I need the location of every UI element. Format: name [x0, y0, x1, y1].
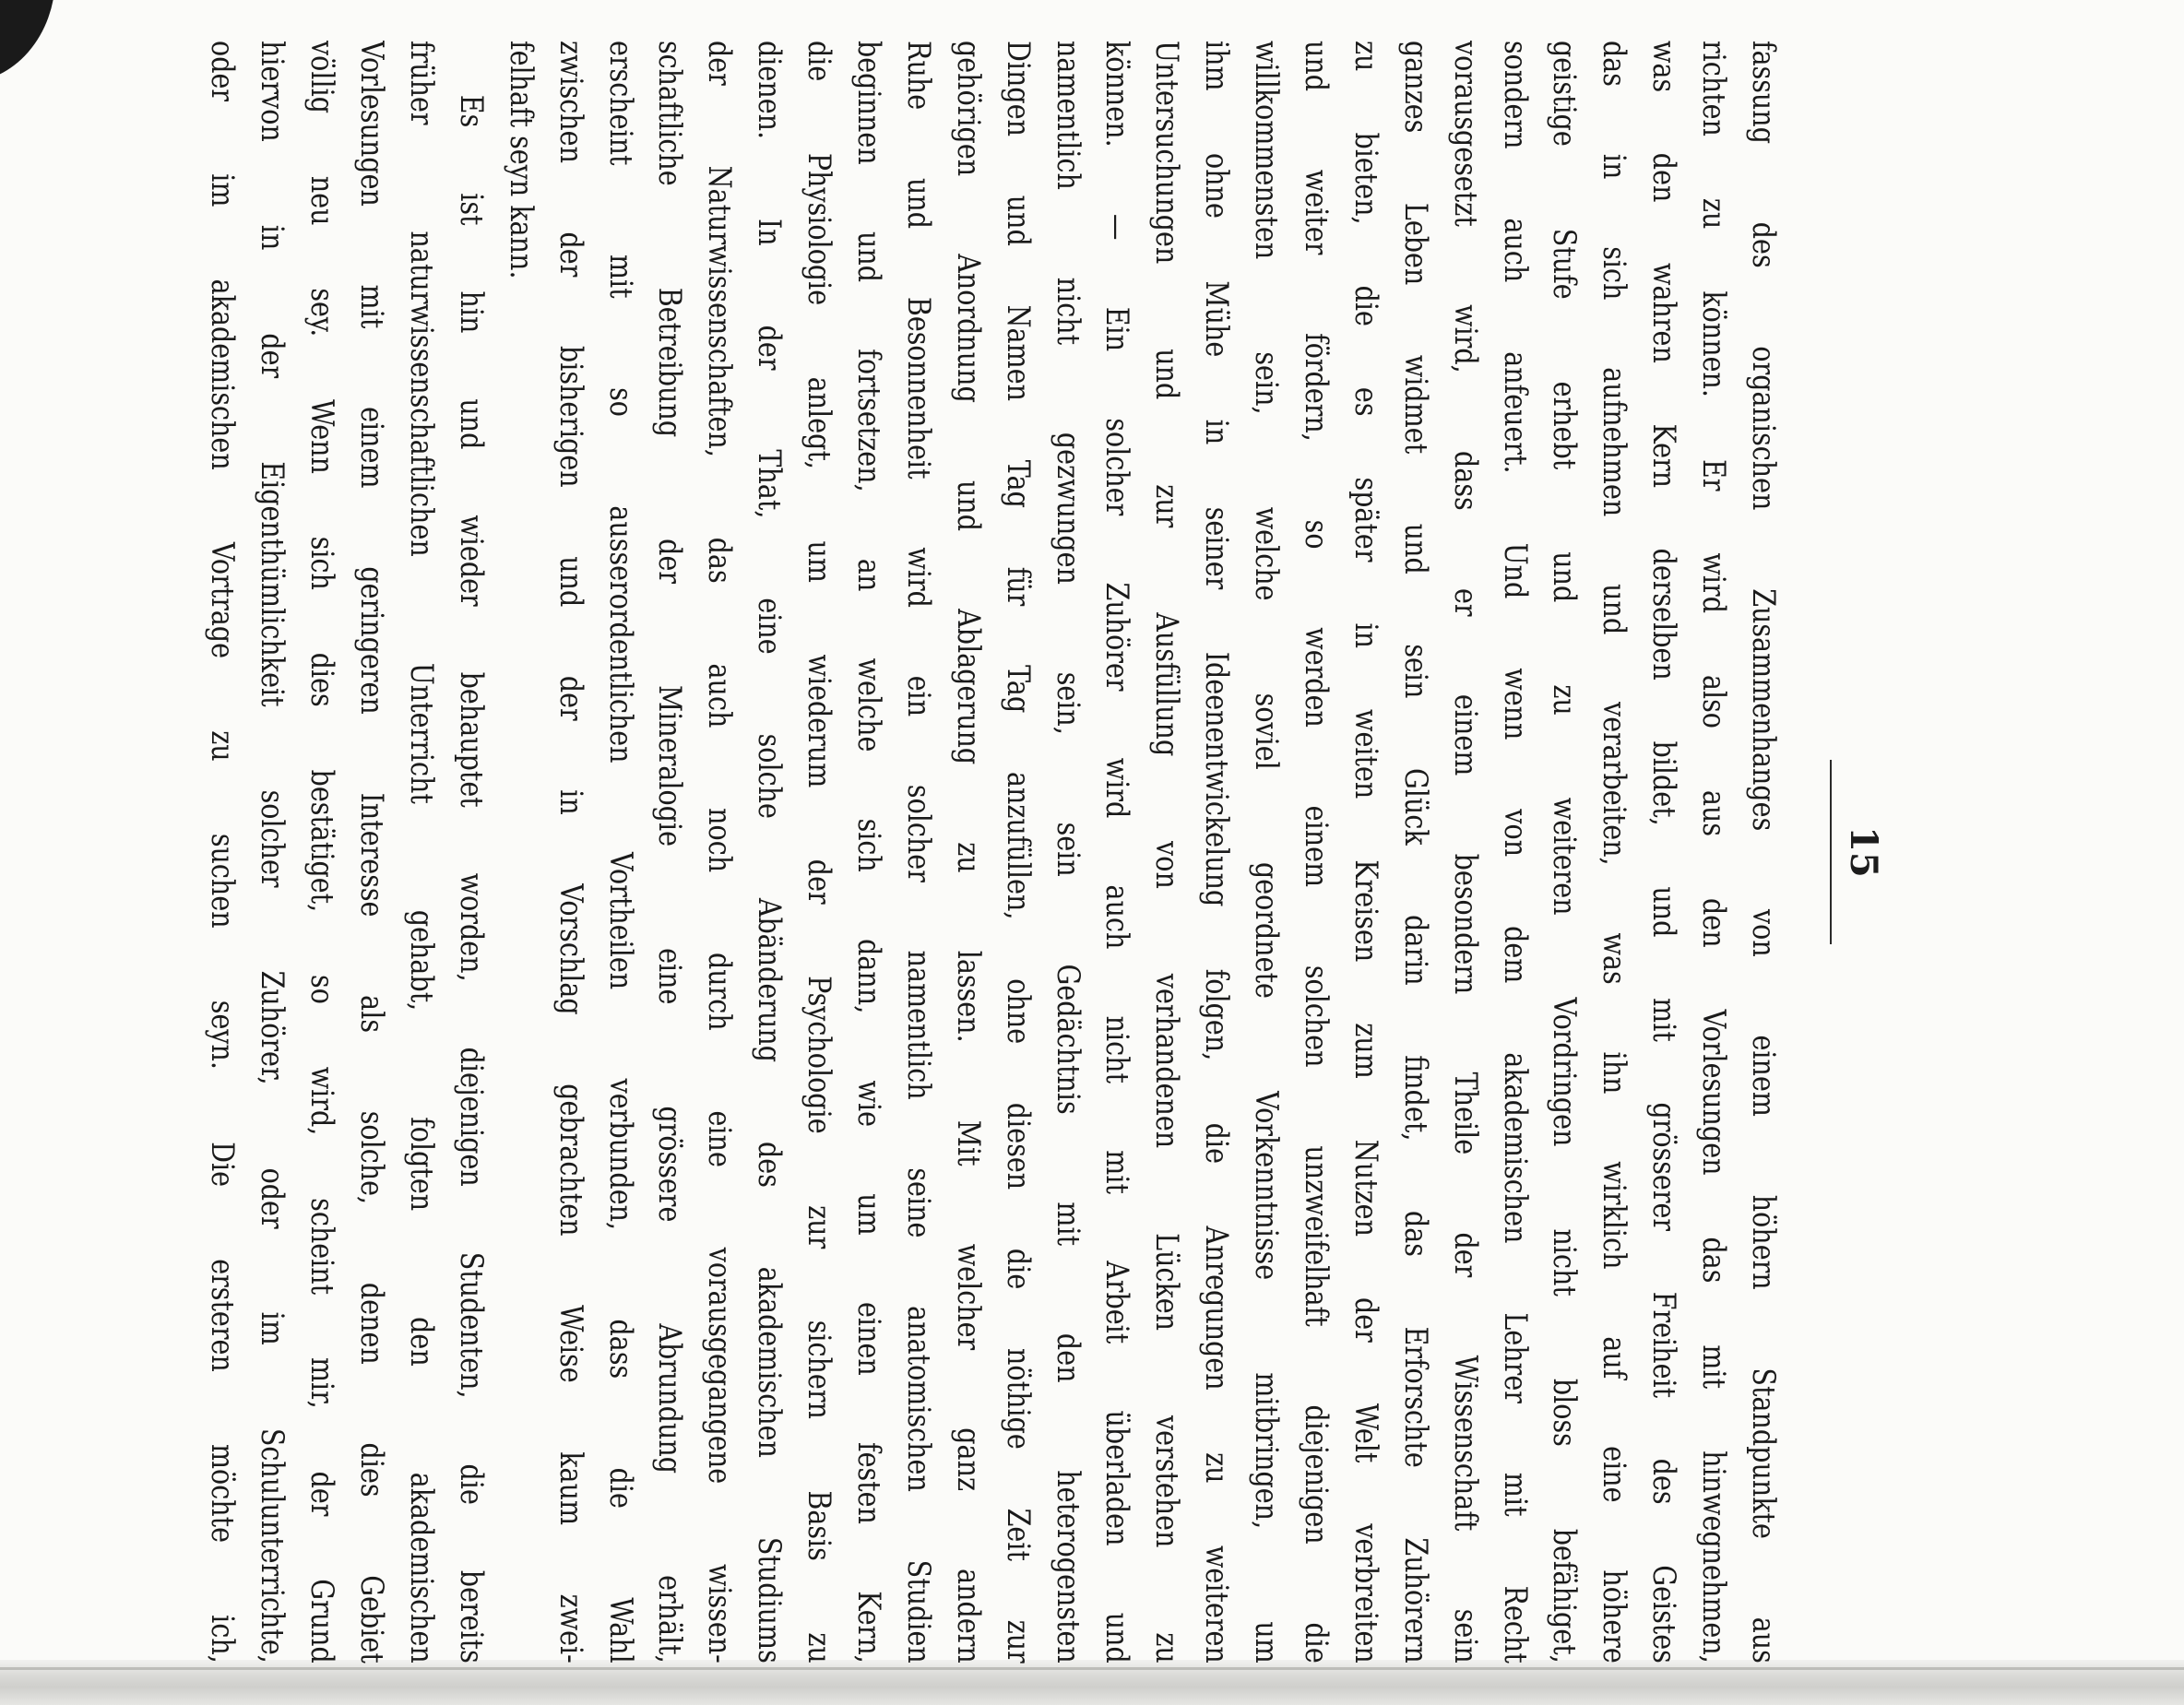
- page-header: [1811, 41, 1885, 1664]
- text-line: oder im akademischen Vortrage zu suchen seyn. Die ersteren möchte ich,: [204, 41, 242, 1664]
- text-line: ganzes Leben widmet und sein Glück darin findet, das Erforschte Zuhörern: [1396, 41, 1434, 1664]
- text-line: Ruhe und Besonnenheit wird ein solcher namentlich seine anatomischen Studien: [899, 41, 937, 1664]
- text-line: geistige Stufe erhebt und zu weiteren Vordringen nicht bloss befähiget,: [1546, 41, 1584, 1664]
- header-rule: [1830, 760, 1832, 944]
- text-line: richten zu können. Er wird also aus den Vorlesungen das mit hinwegnehmen,: [1695, 41, 1733, 1664]
- text-line: hiervon in der Eigenthümlichkeit solcher Zuhörer, oder im Schulunterrichte,: [254, 41, 291, 1664]
- page-edge-line: [0, 1667, 2184, 1670]
- text-line: fassung des organischen Zusammenhanges von einem höhern Standpunkte aus: [1745, 41, 1782, 1664]
- text-line: dienen. In der That, eine solche Abänderung des akademischen Studiums: [751, 41, 789, 1664]
- text-line: willkommensten sein, welche soviel geordnete Vorkenntnisse mitbringen, um: [1248, 41, 1286, 1664]
- text-line: sondern auch anfeuert. Und wenn von dem akademischen Lehrer mit Recht: [1496, 41, 1534, 1664]
- text-line: zu bieten, die es später in weiten Kreisen zum Nutzen der Welt verbreiten: [1347, 41, 1384, 1664]
- text-line: erscheint mit so ausserordentlichen Vortheilen verbunden, dass die Wahl: [601, 41, 639, 1664]
- text-line: felhaft seyn kann.: [502, 41, 540, 279]
- text-line: der Naturwissenschaften, das auch noch durch eine vorausgegangene wissen-: [701, 41, 739, 1664]
- page-number: 15: [1842, 826, 1885, 878]
- text-line: namentlich nicht gezwungen sein, sein Gedächtnis mit den heterogensten: [1049, 41, 1086, 1664]
- text-line: Untersuchungen und zur Ausfüllung von verhandenen Lücken verstehen zu: [1148, 41, 1186, 1664]
- text-line: vorausgesetzt wird, dass er einem besondern Theile der Wissenschaft sein: [1446, 41, 1484, 1664]
- text-line: und weiter fördern, so werden einem solchen unzweifelhaft diejenigen die: [1297, 41, 1335, 1664]
- text-line: Es ist hin und wieder behauptet worden, diejenigen Studenten, die bereits: [452, 94, 490, 1664]
- text-line: was den wahren Kern derselben bildet, und mit grösserer Freiheit des Geistes: [1645, 41, 1683, 1664]
- text-line: schaftliche Betreibung der Mineralogie eine grössere Abrundung erhält,: [651, 41, 689, 1664]
- text-line: beginnen und fortsetzen, an welche sich dann, wie um einen festen Kern,: [849, 41, 887, 1664]
- text-line: die Physiologie anlegt, um wiederum der Psychologie zur sichern Basis zu: [801, 41, 838, 1664]
- text-line: Dingen und Namen Tag für Tag anzufüllen, ohne diesen die nöthige Zeit zur: [999, 41, 1037, 1664]
- text-line: früher naturwissenschaftlichen Unterricht gehabt, folgten den akademischen: [402, 41, 440, 1664]
- text-line: können. — Ein solcher Zuhörer wird auch nicht mit Arbeit überladen und: [1098, 41, 1136, 1664]
- text-line: Vorlesungen mit einem geringeren Interesse als solche, denen dies Gebiet: [353, 41, 391, 1664]
- text-line: gehörigen Anordnung und Ablagerung zu lassen. Mit welcher ganz andern: [949, 41, 987, 1664]
- text-line: das in sich aufnehmen und verarbeiten, was ihn wirklich auf eine höhere: [1596, 41, 1633, 1664]
- text-line: ihm ohne Mühe in seiner Ideenentwickelung folgen, die Anregungen zu weiteren: [1198, 41, 1236, 1664]
- printed-page: [204, 41, 1885, 1664]
- body-text: [197, 41, 1788, 1664]
- text-line: völlig neu sey. Wenn sich dies bestätiget, so wird, scheint mir, der Grund: [303, 41, 341, 1664]
- scanner-shadow-corner: [0, 0, 55, 83]
- text-line: zwischen der bisherigen und der in Vorschlag gebrachten Weise kaum zwei-: [552, 41, 589, 1664]
